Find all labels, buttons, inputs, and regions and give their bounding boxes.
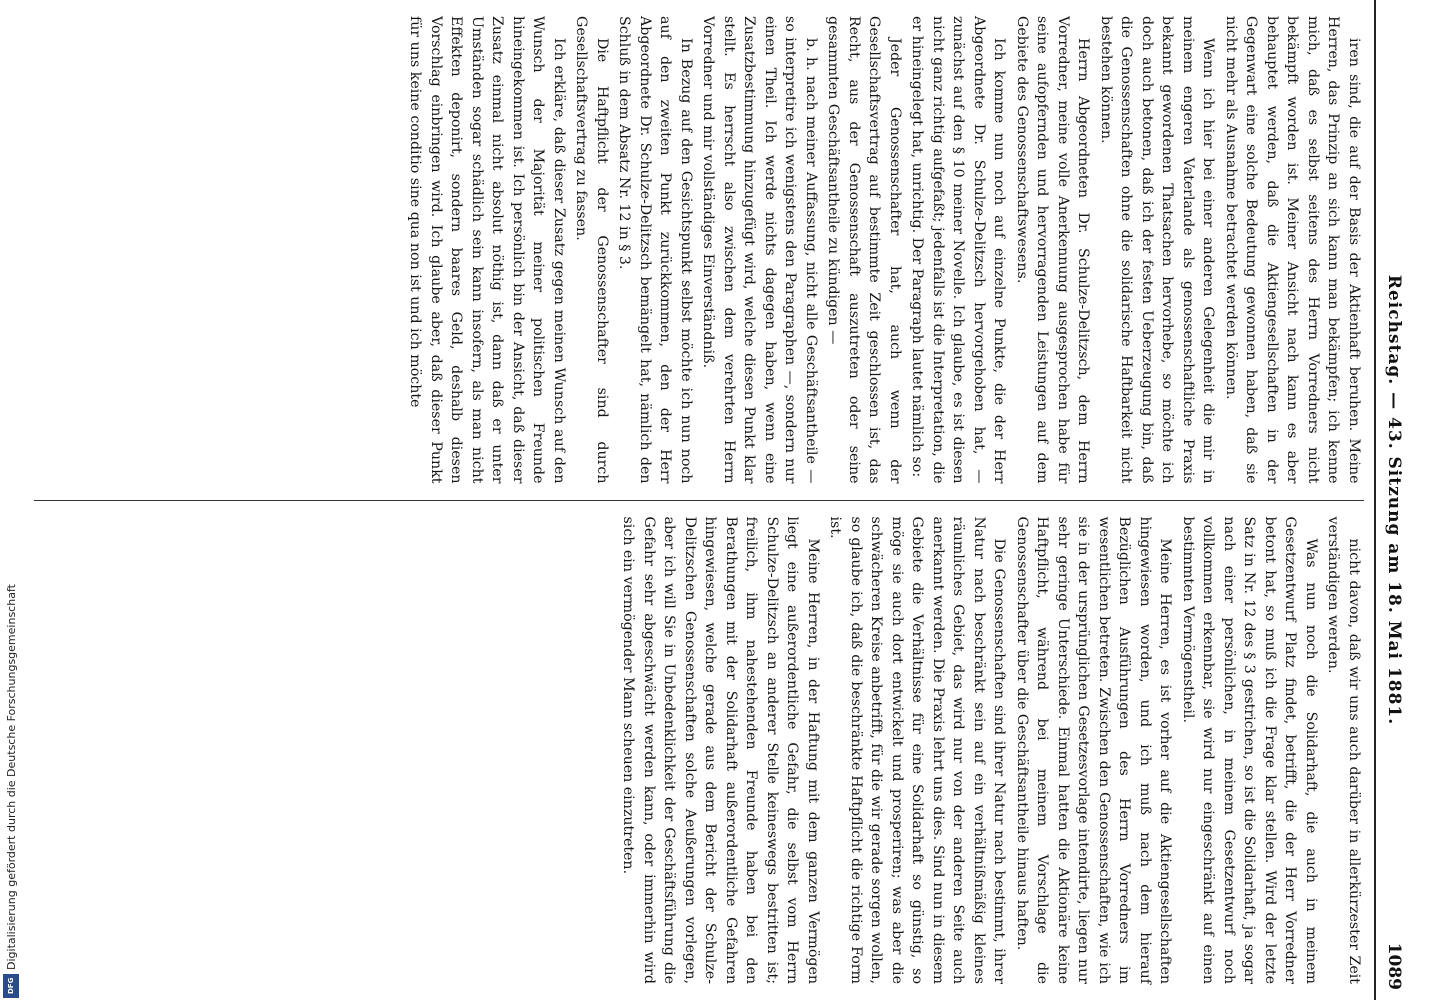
paragraph: iren sind, die auf der Basis der Aktienhaft beruhen. Meine Herren, das Prinzip an sich kann man bekämpfen; ich kenne mich, daß es selbst seitens des Herrn Vorredners nicht bekämpft worden ist. Meiner Ansicht nach kann es aber behauptet werden, daß die Aktiengesellschaften in der Gegenwart eine solche Bedeutung gewonnen haben, daß sie nicht mehr als Ausnahme betrachtet werden können. bbox=[1223, 16, 1362, 484]
column-right bbox=[34, 501, 1364, 1000]
column-left bbox=[34, 0, 1364, 500]
paragraph: Herrn Abgeordneten Dr. Schulze-Delitzsch, dem Herrn Vorredner, meine volle Anerkennung ausgesprochen habe für seine aufopfernden und hervorragenden Leistungen auf dem Gebiete des Genossenschaftswesens. bbox=[1014, 16, 1092, 484]
paragraph: Die Genossenschaften sind ihrer Natur nach bestimmt, ihrer Natur nach beschränkt sein auf ein verhältnißmäßig kleines räumliches Gebiet, das wird nur von der anderen Seite auch anerkannt werden. Die Praxis lehrt uns dies. Sind nun in diesem Gebiete die Verhältnisse für eine Solidarhaft so günstig, so möge sie auch dort entwickelt und prosperiren; was aber die schwächeren Kreise anbetrifft, für die wir gerade sorgen wollen, so glaube ich, daß die beschränkte Haftpflicht die richtige Form ist. bbox=[827, 516, 1008, 984]
paragraph: Ich komme nun noch auf einzelne Punkte, die der Herr Abgeordnete Dr. Schulze-Delitzsch hervorgehoben hat, — zunächst auf den § 10 meiner Novelle. Ich glaube, es ist diesen nicht ganz richtig aufgefaßt; jedenfalls ist die Interpretation, die er hineingelegt hat, unrichtig. Der Paragraph lautet nämlich so: bbox=[909, 16, 1008, 484]
footer-strip bbox=[0, 0, 22, 1000]
page-number: 1089 bbox=[1384, 942, 1404, 990]
dfg-logo-icon: DFG bbox=[3, 974, 19, 998]
paragraph: In Bezug auf den Gesichtspunkt selbst möchte ich nun noch auf den zweiten Punkt zurückkommen, den der Herr Abgeordnete Dr. Schulze-Delitzsch bemängelt hat, nämlich den Schluß in dem Absatz Nr. 12 in § 3. bbox=[616, 16, 694, 484]
text-columns bbox=[34, 0, 1364, 1000]
paragraph: Was nun noch die Solidarhaft, die auch in meinem Gesetzentwurf Platz findet, betrifft, die der Herr Vorredner betont hat, so muß ich die Frage klar stellen. Wird der letzte Satz in Nr. 12 des § 3 gestrichen, so ist die Solidarhaft, ja sogar nach einer persönlichen, in meinem Gesetzentwurf noch vollkommen erkennbar, sie wird nur eingeschränkt auf einen bestimmten Vermögenstheil. bbox=[1180, 516, 1319, 984]
paragraph: Die Haftpflicht der Genossenschafter sind durch Gesellschaftsvertrag zu fassen. bbox=[573, 16, 610, 484]
paragraph: Wenn ich hier bei einer anderen Gelegenheit die mir in meinem engeren Vaterlande als genossenschaftliche Praxis bekannt gewordenen Thatsachen hervorhebe, so möchte ich doch auch betonen, daß ich der festen Ueberzeugung bin, daß die Genossenschaften ohne die solidarische Haftbarkeit nicht bestehen können. bbox=[1098, 16, 1217, 484]
paragraph: Meine Herren, in der Haftung mit dem ganzen Vermögen liegt eine außerordentliche Gefahr, die selbst vom Herrn Schulze-Delitzsch an anderer Stelle keineswegs bestritten ist; freilich, ihm nahestehenden Freunde haben bei den Berathungen mit der Solidarhaft außerordentliche Gefahren hingewiesen, welche gerade aus dem Bericht der Schulze-Delitzschen Genossenschaften solche Aeußerungen vorlegen, aber ich will Sie in Unbedenklichkeit der Geschäftsführung die Gefahr sehr abgeschwächt werden kann, oder immerhin wird sich ein vermögender Mann scheuen einzutreten. bbox=[620, 516, 821, 984]
paragraph: nicht davon, daß wir uns auch darüber in allerkürzester Zeit verständigen werden. bbox=[1325, 516, 1362, 984]
paragraph: Jeder Genossenschafter hat, auch wenn der Gesellschaftsvertrag auf bestimmte Zeit geschlossen ist, das Recht, aus der Genossenschaft auszutreten oder seine gesammten Geschäftsantheile zu kündigen — bbox=[825, 16, 903, 484]
header-rule bbox=[1374, 0, 1376, 1000]
paragraph: b. h. nach meiner Auffassung, nicht alle Geschäftsantheile — so interpretire ich wenigstens den Paragraphen —, sondern nur einen Theil. Ich werde nichts dagegen haben, wenn eine Zusatzbestimmung hinzugefügt wird, welche diesen Punkt klar stellt. Es herrscht also zwischen dem verehrten Herrn Vorredner und mir vollständiges Einverständniß. bbox=[700, 16, 819, 484]
running-title: Reichstag. — 43. Sitzung am 18. Mai 1881. bbox=[1384, 274, 1404, 726]
rotated-newspaper-page bbox=[12, 0, 1412, 1000]
funding-credit: Digitalisierung gefördert durch die Deutsche Forschungsgemeinschaft bbox=[5, 584, 18, 970]
paragraph: Ich erkläre, daß dieser Zusatz gegen meinen Wunsch auf den Wunsch der Majorität meiner politischen Freunde hineingekommen ist. Ich persönlich bin der Ansicht, daß dieser Zusatz einmal nicht absolut nöthig ist, dann daß er unter Umständen sogar schädlich sein kann insofern, als man nicht Effekten deponirt, sondern baares Geld, deshalb diesen Vorschlag einbringen wird. Ich glaube aber, daß dieser Punkt für uns keine conditio sine qua non ist und ich möchte bbox=[407, 16, 567, 484]
paragraph: Meine Herren, es ist vorher auf die Aktiengesellschaften hingewiesen worden, und ich muß nach dem hierauf Bezüglichen Ausführungen des Herrn Vorredners im wesentlichen betreten. Zwischen den Genossenschaften, wie ich sie in der ursprünglichen Gesetzesvorlage intendirte, liegen nur sehr geringe Unterschiede. Einmal hatten die Aktionäre keine Haftpflicht, während bei meinem Vorschlage die Genossenschafter über die Geschäftsantheile hinaus haften. bbox=[1014, 516, 1174, 984]
page-header bbox=[1378, 0, 1412, 1000]
